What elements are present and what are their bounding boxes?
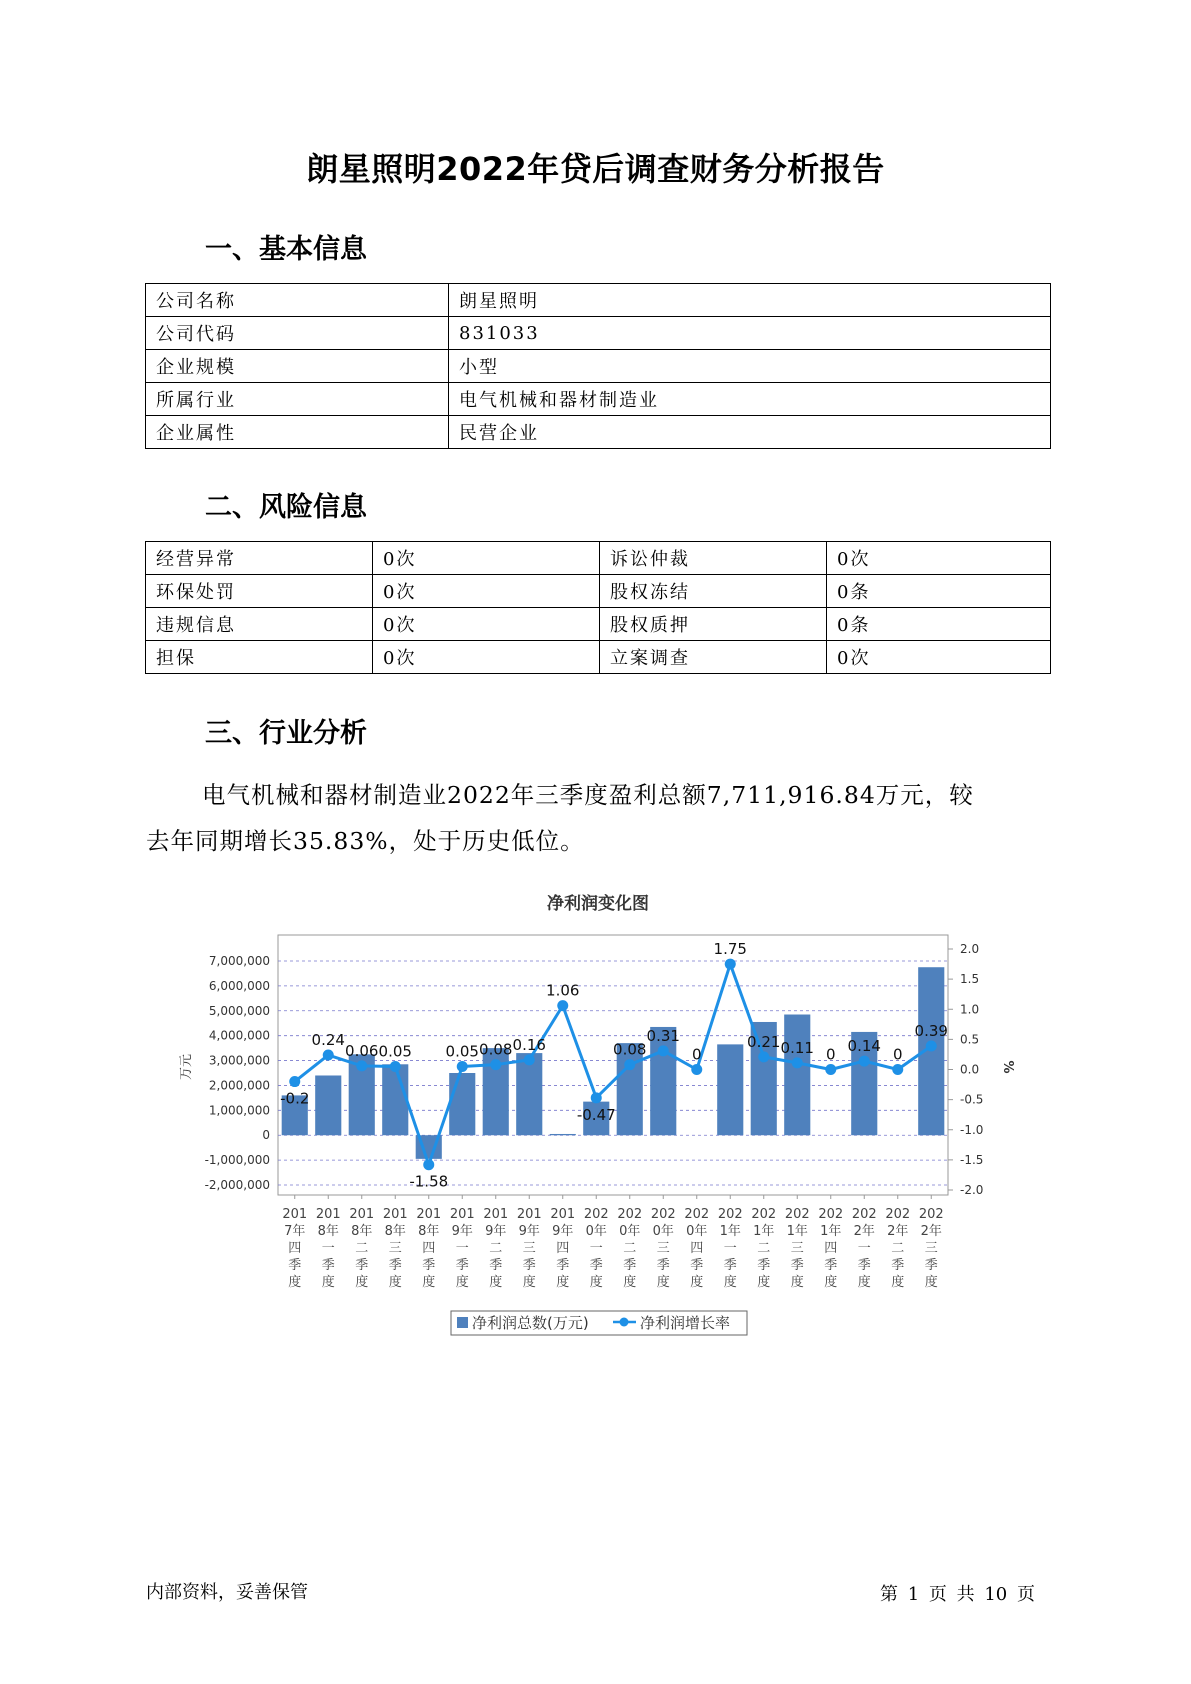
x-tick-label: 度 (556, 1275, 570, 1290)
x-tick-label: 一 (455, 1241, 469, 1256)
point (892, 1064, 903, 1075)
x-tick-label: 二 (489, 1241, 503, 1256)
x-tick-label: 度 (589, 1275, 603, 1290)
y-left-tick-label: 6,000,000 (208, 978, 270, 993)
x-tick-label: 8年 (384, 1224, 406, 1239)
x-tick-label: 季 (891, 1258, 905, 1273)
point (323, 1050, 334, 1061)
point (658, 1045, 669, 1056)
x-tick-label: 季 (757, 1258, 771, 1273)
point (390, 1061, 401, 1072)
data-label: 1.06 (546, 981, 580, 1000)
x-tick-label: 202 (818, 1207, 844, 1222)
risk-value: 0次 (827, 542, 1051, 575)
x-tick-label: 201 (282, 1207, 308, 1222)
chart-title: 净利润变化图 (547, 894, 649, 914)
y-axis-left-title: 万元 (179, 1053, 194, 1081)
x-tick-label: 三 (388, 1241, 402, 1256)
data-label: 0 (691, 1045, 702, 1064)
x-tick-label: 202 (717, 1207, 743, 1222)
field-label: 企业规模 (146, 350, 449, 383)
risk-label: 股权冻结 (600, 575, 827, 608)
table-row (146, 416, 1051, 449)
point (926, 1041, 937, 1052)
point (859, 1056, 870, 1067)
x-tick-label: 季 (388, 1258, 402, 1273)
x-tick-label: 三 (656, 1241, 670, 1256)
x-tick-label: 202 (751, 1207, 777, 1222)
point (792, 1057, 803, 1068)
table-row (146, 641, 1051, 674)
data-label: 0.08 (613, 1040, 647, 1059)
data-label: 0.14 (847, 1037, 881, 1056)
x-tick-label: 四 (690, 1241, 704, 1256)
x-tick-label: 201 (483, 1207, 509, 1222)
bar (382, 1064, 408, 1135)
x-tick-label: 度 (355, 1275, 369, 1290)
x-tick-label: 9年 (518, 1224, 540, 1239)
data-label: 0 (892, 1045, 903, 1064)
data-label: 1.75 (713, 940, 747, 959)
risk-label: 经营异常 (146, 542, 373, 575)
x-tick-label: 一 (723, 1241, 737, 1256)
field-label: 企业属性 (146, 416, 449, 449)
x-tick-label: 201 (550, 1207, 576, 1222)
x-tick-label: 二 (623, 1241, 637, 1256)
y-left-tick-label: 5,000,000 (208, 1003, 270, 1018)
legend-bar-label: 净利润总数(万元) (472, 1314, 589, 1332)
x-tick-label: 202 (617, 1207, 643, 1222)
x-tick-label: 二 (757, 1241, 771, 1256)
x-tick-label: 201 (349, 1207, 375, 1222)
x-tick-label: 201 (315, 1207, 341, 1222)
bar (449, 1073, 475, 1135)
x-tick-label: 四 (824, 1241, 838, 1256)
y-right-tick-label: -0.5 (960, 1092, 984, 1107)
point (289, 1076, 300, 1087)
data-label: 0.08 (479, 1040, 513, 1059)
x-tick-label: 202 (650, 1207, 676, 1222)
x-tick-label: 度 (288, 1275, 302, 1290)
y-left-tick-label: -2,000,000 (204, 1178, 270, 1192)
y-right-tick-label: 1.5 (960, 972, 980, 987)
point (557, 1000, 568, 1011)
x-tick-label: 201 (449, 1207, 475, 1222)
x-tick-label: 9年 (451, 1224, 473, 1239)
risk-value: 0条 (827, 575, 1051, 608)
section-heading-risk-info: 二、风险信息 (205, 492, 367, 523)
page-number: 第 1 页 共 10 页 (880, 1584, 1035, 1605)
field-value: 民营企业 (449, 416, 1051, 449)
field-label: 公司代码 (146, 317, 449, 350)
risk-value: 0条 (827, 608, 1051, 641)
x-tick-label: 季 (522, 1258, 536, 1273)
x-tick-label: 度 (422, 1275, 436, 1290)
x-tick-label: 度 (891, 1275, 905, 1290)
point (825, 1064, 836, 1075)
risk-value: 0次 (373, 608, 600, 641)
point (691, 1064, 702, 1075)
x-tick-label: 9年 (552, 1224, 574, 1239)
x-tick-label: 9年 (485, 1224, 507, 1239)
x-tick-label: 201 (382, 1207, 408, 1222)
point (524, 1054, 535, 1065)
x-tick-label: 度 (489, 1275, 503, 1290)
data-label: -1.58 (409, 1172, 449, 1191)
bar (315, 1075, 341, 1135)
table-row (146, 317, 1051, 350)
risk-label: 担保 (146, 641, 373, 674)
data-label: 0.24 (311, 1031, 345, 1050)
x-tick-label: 季 (723, 1258, 737, 1273)
point (758, 1051, 769, 1062)
x-tick-label: 季 (656, 1258, 670, 1273)
data-label: 0.05 (378, 1042, 412, 1061)
y-left-tick-label: 4,000,000 (208, 1028, 270, 1043)
y-right-tick-label: 2.0 (960, 942, 980, 956)
x-tick-label: 一 (857, 1241, 871, 1256)
x-tick-label: 0年 (585, 1224, 607, 1239)
x-tick-label: 一 (589, 1241, 603, 1256)
y-right-tick-label: 0.5 (960, 1032, 980, 1047)
x-tick-label: 季 (623, 1258, 637, 1273)
x-tick-label: 度 (924, 1275, 938, 1290)
basic-info-table (145, 283, 1051, 449)
x-tick-label: 度 (623, 1275, 637, 1290)
table-row (146, 284, 1051, 317)
y-left-tick-label: 3,000,000 (208, 1053, 270, 1068)
data-label: -0.47 (576, 1105, 616, 1124)
bar (717, 1044, 743, 1135)
x-tick-label: 季 (288, 1258, 302, 1273)
x-tick-label: 0年 (652, 1224, 674, 1239)
x-tick-label: 201 (416, 1207, 442, 1222)
x-tick-label: 7年 (284, 1224, 306, 1239)
industry-paragraph (146, 772, 1051, 864)
legend-bar-swatch (457, 1317, 468, 1328)
x-tick-label: 度 (723, 1275, 737, 1290)
x-tick-label: 度 (790, 1275, 804, 1290)
x-tick-label: 度 (757, 1275, 771, 1290)
risk-label: 诉讼仲裁 (600, 542, 827, 575)
data-label: 0.31 (646, 1026, 680, 1045)
risk-label: 违规信息 (146, 608, 373, 641)
x-tick-label: 季 (355, 1258, 369, 1273)
risk-value: 0次 (373, 542, 600, 575)
x-tick-label: 季 (824, 1258, 838, 1273)
bar (784, 1015, 810, 1136)
x-tick-label: 季 (489, 1258, 503, 1273)
x-tick-label: 1年 (786, 1224, 808, 1239)
point (457, 1061, 468, 1072)
risk-value: 0次 (373, 575, 600, 608)
section-heading-basic-info: 一、基本信息 (205, 234, 367, 265)
x-tick-label: 度 (321, 1275, 335, 1290)
x-tick-label: 201 (516, 1207, 542, 1222)
x-tick-label: 202 (851, 1207, 877, 1222)
x-tick-label: 8年 (418, 1224, 440, 1239)
x-tick-label: 度 (824, 1275, 838, 1290)
section-heading-industry-analysis: 三、行业分析 (205, 718, 367, 749)
x-tick-label: 1年 (719, 1224, 741, 1239)
x-tick-label: 2年 (853, 1224, 875, 1239)
point (423, 1159, 434, 1170)
data-label: 0.21 (747, 1032, 781, 1051)
x-tick-label: 三 (924, 1241, 938, 1256)
y-left-tick-label: 7,000,000 (208, 954, 270, 968)
x-tick-label: 度 (857, 1275, 871, 1290)
field-value: 电气机械和器材制造业 (449, 383, 1051, 416)
x-tick-label: 0年 (686, 1224, 708, 1239)
risk-info-table (145, 541, 1051, 674)
x-tick-label: 2年 (887, 1224, 909, 1239)
x-tick-label: 二 (891, 1241, 905, 1256)
field-label: 公司名称 (146, 284, 449, 317)
table-row (146, 350, 1051, 383)
x-tick-label: 202 (583, 1207, 609, 1222)
risk-value: 0次 (827, 641, 1051, 674)
point (624, 1059, 635, 1070)
data-label: 0.06 (345, 1041, 379, 1060)
data-label: 0.05 (445, 1042, 479, 1061)
field-label: 所属行业 (146, 383, 449, 416)
x-tick-label: 202 (918, 1207, 944, 1222)
x-tick-label: 季 (857, 1258, 871, 1273)
net-profit-chart (0, 880, 1191, 1340)
data-label: 0.11 (780, 1038, 814, 1057)
x-tick-label: 季 (589, 1258, 603, 1273)
risk-label: 股权质押 (600, 608, 827, 641)
x-tick-label: 季 (690, 1258, 704, 1273)
x-tick-label: 202 (684, 1207, 710, 1222)
x-tick-label: 8年 (317, 1224, 339, 1239)
x-tick-label: 度 (388, 1275, 402, 1290)
point (490, 1059, 501, 1070)
y-left-tick-label: 0 (262, 1128, 270, 1143)
risk-value: 0次 (373, 641, 600, 674)
y-axis-left (205, 954, 270, 1192)
x-tick-label: 8年 (351, 1224, 373, 1239)
point (725, 959, 736, 970)
x-tick-label: 三 (522, 1241, 536, 1256)
footer-confidential: 内部资料，妥善保管 (146, 1582, 308, 1603)
x-tick-label: 季 (422, 1258, 436, 1273)
data-label: 0 (825, 1045, 836, 1064)
point (591, 1092, 602, 1103)
x-tick-label: 202 (885, 1207, 911, 1222)
legend-line-label: 净利润增长率 (640, 1314, 731, 1332)
x-tick-label: 季 (790, 1258, 804, 1273)
legend-line-marker (620, 1318, 629, 1327)
field-value: 小型 (449, 350, 1051, 383)
industry-line-2: 去年同期增长35.83%，处于历史低位。 (146, 827, 585, 855)
y-axis-right-title: % (1000, 1060, 1015, 1074)
x-tick-label: 1年 (753, 1224, 775, 1239)
data-label: 0.16 (512, 1035, 546, 1054)
data-label: 0.39 (914, 1022, 948, 1041)
y-right-tick-label: 0.0 (960, 1062, 980, 1077)
bar (550, 1134, 576, 1135)
x-tick-label: 0年 (619, 1224, 641, 1239)
y-axis-right (948, 942, 983, 1197)
field-value: 831033 (449, 317, 1051, 350)
y-right-tick-label: -1.5 (960, 1152, 984, 1167)
x-tick-label: 度 (656, 1275, 670, 1290)
x-tick-label: 度 (522, 1275, 536, 1290)
risk-label: 立案调查 (600, 641, 827, 674)
x-tick-label: 度 (690, 1275, 704, 1290)
x-tick-label: 2年 (920, 1224, 942, 1239)
data-label: -0.2 (280, 1089, 310, 1108)
x-tick-label: 四 (422, 1241, 436, 1256)
table-row (146, 383, 1051, 416)
x-tick-label: 季 (924, 1258, 938, 1273)
y-right-tick-label: -2.0 (960, 1183, 984, 1197)
x-tick-label: 1年 (820, 1224, 842, 1239)
y-right-tick-label: -1.0 (960, 1122, 984, 1137)
y-left-tick-label: 2,000,000 (208, 1078, 270, 1093)
x-tick-label: 四 (556, 1241, 570, 1256)
x-tick-label: 202 (784, 1207, 810, 1222)
y-left-tick-label: -1,000,000 (204, 1153, 270, 1168)
table-row (146, 608, 1051, 641)
x-tick-label: 二 (355, 1241, 369, 1256)
bar (516, 1053, 542, 1135)
field-value: 朗星照明 (449, 284, 1051, 317)
x-tick-label: 季 (321, 1258, 335, 1273)
x-tick-label: 四 (288, 1241, 302, 1256)
table-row (146, 575, 1051, 608)
y-left-tick-label: 1,000,000 (208, 1103, 270, 1118)
x-tick-label: 度 (455, 1275, 469, 1290)
point (356, 1060, 367, 1071)
x-tick-label: 季 (556, 1258, 570, 1273)
risk-label: 环保处罚 (146, 575, 373, 608)
x-axis (282, 1195, 943, 1290)
y-right-tick-label: 1.0 (960, 1002, 980, 1017)
industry-line-1: 电气机械和器材制造业2022年三季度盈利总额7,711,916.84万元，较 (202, 781, 974, 809)
table-row (146, 542, 1051, 575)
chart-legend (451, 1311, 747, 1335)
x-tick-label: 季 (455, 1258, 469, 1273)
report-title: 朗星照明2022年贷后调查财务分析报告 (306, 150, 885, 188)
x-tick-label: 三 (790, 1241, 804, 1256)
x-tick-label: 一 (321, 1241, 335, 1256)
